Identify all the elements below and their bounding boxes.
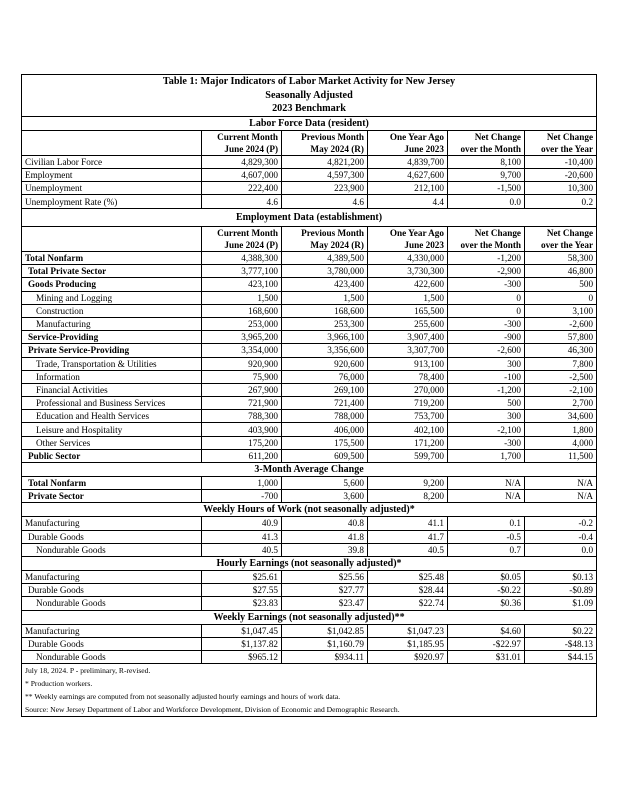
row-label: Total Private Sector: [22, 265, 202, 278]
row-label: Service-Providing: [22, 331, 202, 344]
cell-one-year-ago: 3,307,700: [368, 344, 448, 357]
cell-net-change-month: -900: [448, 331, 525, 344]
cell-one-year-ago: 599,700: [368, 449, 448, 462]
row-label: Durable Goods: [22, 530, 202, 543]
col-net-change-month-sub: over the Month: [448, 239, 525, 252]
cell-current-month: 4,388,300: [202, 252, 282, 265]
col-one-year-ago: One Year Ago: [368, 226, 448, 239]
column-header-row: [22, 226, 597, 239]
table-row: [22, 423, 597, 436]
cell-net-change-month: 300: [448, 357, 525, 370]
col-current-month-date: June 2024 (P): [202, 143, 282, 156]
cell-net-change-month: 500: [448, 397, 525, 410]
cell-one-year-ago: 212,100: [368, 182, 448, 195]
col-current-month: Current Month: [202, 130, 282, 143]
section-heading-three-month: 3-Month Average Change: [22, 463, 597, 477]
col-net-change-year-sub: over the Year: [525, 143, 597, 156]
cell-current-month: 403,900: [202, 423, 282, 436]
row-label: Leisure and Hospitality: [22, 423, 202, 436]
cell-net-change-month: $4.60: [448, 624, 525, 637]
cell-previous-month: $27.77: [282, 584, 368, 597]
cell-current-month: 168,600: [202, 304, 282, 317]
table-row: [22, 383, 597, 396]
row-label: Goods Producing: [22, 278, 202, 291]
section-heading-weekly-hours: Weekly Hours of Work (not seasonally adjusted)*: [22, 503, 597, 517]
column-header-row: [22, 130, 597, 143]
col-net-change-year: Net Change: [525, 130, 597, 143]
table-row: [22, 155, 597, 168]
row-label: Manufacturing: [22, 517, 202, 530]
cell-current-month: 3,965,200: [202, 331, 282, 344]
cell-previous-month: 253,300: [282, 317, 368, 330]
cell-net-change-year: -2,500: [525, 370, 597, 383]
cell-one-year-ago: 719,200: [368, 397, 448, 410]
cell-net-change-year: -0.4: [525, 530, 597, 543]
cell-current-month: $1,137.82: [202, 637, 282, 650]
cell-current-month: 267,900: [202, 383, 282, 396]
row-label: Unemployment Rate (%): [22, 195, 202, 208]
cell-previous-month: 920,600: [282, 357, 368, 370]
cell-one-year-ago: 4,330,000: [368, 252, 448, 265]
cell-one-year-ago: $1,047.23: [368, 624, 448, 637]
cell-current-month: 788,300: [202, 410, 282, 423]
section-heading-hourly-earnings: Hourly Earnings (not seasonally adjusted)*: [22, 556, 597, 570]
table-row: [22, 436, 597, 449]
cell-net-change-year: 0: [525, 291, 597, 304]
cell-previous-month: 788,000: [282, 410, 368, 423]
table-row: [22, 584, 597, 597]
cell-previous-month: $1,042.85: [282, 624, 368, 637]
cell-net-change-month: -0.5: [448, 530, 525, 543]
footnote-weekly-earnings: ** Weekly earnings are computed from not seasonally adjusted hourly earnings and hours of work data.: [22, 690, 597, 703]
cell-previous-month: 4,821,200: [282, 155, 368, 168]
cell-net-change-month: 0.0: [448, 195, 525, 208]
cell-previous-month: 4.6: [282, 195, 368, 208]
cell-net-change-year: 34,600: [525, 410, 597, 423]
cell-net-change-year: -2,600: [525, 317, 597, 330]
cell-net-change-year: 10,300: [525, 182, 597, 195]
cell-net-change-month: $0.36: [448, 597, 525, 610]
cell-one-year-ago: 171,200: [368, 436, 448, 449]
table-row: [22, 490, 597, 503]
cell-previous-month: 41.8: [282, 530, 368, 543]
footnote-source: Source: New Jersey Department of Labor and Workforce Development, Division of Economic and Demographic Research.: [22, 703, 597, 717]
table-subtitle: Seasonally Adjusted: [22, 89, 597, 103]
cell-one-year-ago: 41.7: [368, 530, 448, 543]
table-row: [22, 449, 597, 462]
row-label: Employment: [22, 169, 202, 182]
cell-net-change-month: 1,700: [448, 449, 525, 462]
cell-previous-month: $934.11: [282, 650, 368, 663]
cell-net-change-month: -300: [448, 278, 525, 291]
row-label: Durable Goods: [22, 584, 202, 597]
row-label: Mining and Logging: [22, 291, 202, 304]
cell-net-change-year: 7,800: [525, 357, 597, 370]
cell-previous-month: 175,500: [282, 436, 368, 449]
col-net-change-year-sub: over the Year: [525, 239, 597, 252]
row-label: Nondurable Goods: [22, 597, 202, 610]
column-subheader-row: [22, 239, 597, 252]
cell-one-year-ago: 913,100: [368, 357, 448, 370]
cell-one-year-ago: 4,839,700: [368, 155, 448, 168]
table-row: [22, 637, 597, 650]
footnote-production-workers: * Production workers.: [22, 677, 597, 690]
cell-previous-month: 3,356,600: [282, 344, 368, 357]
cell-previous-month: 609,500: [282, 449, 368, 462]
cell-current-month: 4,829,300: [202, 155, 282, 168]
cell-net-change-month: -$22.97: [448, 637, 525, 650]
cell-net-change-month: -2,100: [448, 423, 525, 436]
table-row: [22, 397, 597, 410]
cell-net-change-year: 3,100: [525, 304, 597, 317]
cell-one-year-ago: 165,500: [368, 304, 448, 317]
cell-net-change-month: -2,600: [448, 344, 525, 357]
cell-previous-month: 76,000: [282, 370, 368, 383]
cell-current-month: 253,000: [202, 317, 282, 330]
row-label: Manufacturing: [22, 317, 202, 330]
labor-force-rows: [22, 155, 597, 208]
cell-net-change-month: 300: [448, 410, 525, 423]
cell-one-year-ago: 3,730,300: [368, 265, 448, 278]
cell-net-change-year: 2,700: [525, 397, 597, 410]
row-label: Manufacturing: [22, 570, 202, 583]
column-subheader-row: [22, 143, 597, 156]
cell-current-month: $965.12: [202, 650, 282, 663]
cell-previous-month: 4,389,500: [282, 252, 368, 265]
col-net-change-month-sub: over the Month: [448, 143, 525, 156]
cell-previous-month: 423,400: [282, 278, 368, 291]
cell-net-change-year: 46,300: [525, 344, 597, 357]
establishment-rows: [22, 252, 597, 463]
cell-one-year-ago: 9,200: [368, 477, 448, 490]
row-label: Education and Health Services: [22, 410, 202, 423]
col-current-month: Current Month: [202, 226, 282, 239]
cell-current-month: $25.61: [202, 570, 282, 583]
cell-net-change-month: $31.01: [448, 650, 525, 663]
col-previous-month: Previous Month: [282, 226, 368, 239]
cell-previous-month: 3,780,000: [282, 265, 368, 278]
cell-previous-month: 3,966,100: [282, 331, 368, 344]
cell-net-change-year: N/A: [525, 490, 597, 503]
cell-net-change-year: 46,800: [525, 265, 597, 278]
cell-net-change-month: 0.1: [448, 517, 525, 530]
cell-previous-month: $25.56: [282, 570, 368, 583]
cell-net-change-year: $1.09: [525, 597, 597, 610]
cell-net-change-month: -$0.22: [448, 584, 525, 597]
cell-current-month: $27.55: [202, 584, 282, 597]
cell-previous-month: 4,597,300: [282, 169, 368, 182]
cell-net-change-month: -300: [448, 317, 525, 330]
row-label: Total Nonfarm: [22, 252, 202, 265]
cell-net-change-month: N/A: [448, 490, 525, 503]
cell-net-change-year: 4,000: [525, 436, 597, 449]
section-heading-weekly-earnings: Weekly Earnings (not seasonally adjusted)**: [22, 610, 597, 624]
row-label: Civilian Labor Force: [22, 155, 202, 168]
cell-one-year-ago: 753,700: [368, 410, 448, 423]
cell-net-change-year: 58,300: [525, 252, 597, 265]
row-label: Private Service-Providing: [22, 344, 202, 357]
cell-net-change-year: 11,500: [525, 449, 597, 462]
table-row: [22, 530, 597, 543]
cell-net-change-month: N/A: [448, 477, 525, 490]
row-label: Nondurable Goods: [22, 543, 202, 556]
row-label: Private Sector: [22, 490, 202, 503]
cell-current-month: 423,100: [202, 278, 282, 291]
cell-current-month: 40.5: [202, 543, 282, 556]
cell-one-year-ago: $22.74: [368, 597, 448, 610]
cell-current-month: 4.6: [202, 195, 282, 208]
cell-one-year-ago: 1,500: [368, 291, 448, 304]
cell-current-month: $23.83: [202, 597, 282, 610]
cell-previous-month: 721,400: [282, 397, 368, 410]
row-label: Financial Activities: [22, 383, 202, 396]
cell-one-year-ago: 4,627,600: [368, 169, 448, 182]
cell-one-year-ago: 78,400: [368, 370, 448, 383]
cell-net-change-month: -1,200: [448, 252, 525, 265]
cell-one-year-ago: $1,185.95: [368, 637, 448, 650]
cell-net-change-year: $0.13: [525, 570, 597, 583]
row-label: Total Nonfarm: [22, 477, 202, 490]
col-previous-month-date: May 2024 (R): [282, 239, 368, 252]
cell-net-change-year: -0.2: [525, 517, 597, 530]
cell-current-month: $1,047.45: [202, 624, 282, 637]
cell-previous-month: 223,900: [282, 182, 368, 195]
cell-previous-month: 3,600: [282, 490, 368, 503]
cell-one-year-ago: 422,600: [368, 278, 448, 291]
table-row: [22, 650, 597, 663]
cell-previous-month: 406,000: [282, 423, 368, 436]
cell-net-change-year: N/A: [525, 477, 597, 490]
table-row: [22, 570, 597, 583]
row-label: Professional and Business Services: [22, 397, 202, 410]
three-month-rows: [22, 477, 597, 503]
table-row: [22, 410, 597, 423]
cell-net-change-year: -$48.13: [525, 637, 597, 650]
row-label: Trade, Transportation & Utilities: [22, 357, 202, 370]
cell-net-change-month: -300: [448, 436, 525, 449]
table-row: [22, 195, 597, 208]
row-label: Construction: [22, 304, 202, 317]
cell-net-change-year: -2,100: [525, 383, 597, 396]
table-title: Table 1: Major Indicators of Labor Market Activity for New Jersey: [22, 75, 597, 89]
cell-previous-month: 39.8: [282, 543, 368, 556]
row-label: Nondurable Goods: [22, 650, 202, 663]
table-row: [22, 278, 597, 291]
cell-net-change-month: -2,900: [448, 265, 525, 278]
cell-one-year-ago: 402,100: [368, 423, 448, 436]
table-row: [22, 291, 597, 304]
cell-current-month: -700: [202, 490, 282, 503]
weekly-hours-rows: [22, 517, 597, 557]
col-net-change-year: Net Change: [525, 226, 597, 239]
cell-current-month: 222,400: [202, 182, 282, 195]
cell-previous-month: $1,160.79: [282, 637, 368, 650]
cell-net-change-year: $0.22: [525, 624, 597, 637]
cell-current-month: 3,354,000: [202, 344, 282, 357]
cell-net-change-year: $44.15: [525, 650, 597, 663]
cell-current-month: 611,200: [202, 449, 282, 462]
cell-current-month: 721,900: [202, 397, 282, 410]
cell-one-year-ago: $920.97: [368, 650, 448, 663]
hourly-earnings-rows: [22, 570, 597, 610]
col-one-year-ago-date: June 2023: [368, 239, 448, 252]
cell-net-change-month: 0: [448, 291, 525, 304]
cell-previous-month: $23.47: [282, 597, 368, 610]
cell-previous-month: 1,500: [282, 291, 368, 304]
cell-net-change-month: 8,100: [448, 155, 525, 168]
cell-one-year-ago: 40.5: [368, 543, 448, 556]
cell-one-year-ago: $25.48: [368, 570, 448, 583]
table-row: [22, 182, 597, 195]
col-one-year-ago-date: June 2023: [368, 143, 448, 156]
col-net-change-month: Net Change: [448, 130, 525, 143]
table-row: [22, 252, 597, 265]
table-row: [22, 169, 597, 182]
cell-previous-month: 269,100: [282, 383, 368, 396]
table-row: [22, 265, 597, 278]
cell-current-month: 175,200: [202, 436, 282, 449]
cell-current-month: 3,777,100: [202, 265, 282, 278]
cell-net-change-year: 0.0: [525, 543, 597, 556]
labor-market-document: [21, 74, 596, 717]
table-row: [22, 517, 597, 530]
cell-net-change-year: 500: [525, 278, 597, 291]
row-label: Manufacturing: [22, 624, 202, 637]
footnotes: [22, 664, 597, 717]
cell-net-change-year: -10,400: [525, 155, 597, 168]
table-row: [22, 317, 597, 330]
cell-net-change-month: 0: [448, 304, 525, 317]
cell-net-change-month: -100: [448, 370, 525, 383]
col-previous-month: Previous Month: [282, 130, 368, 143]
cell-net-change-month: $0.05: [448, 570, 525, 583]
cell-current-month: 40.9: [202, 517, 282, 530]
col-one-year-ago: One Year Ago: [368, 130, 448, 143]
cell-one-year-ago: 8,200: [368, 490, 448, 503]
cell-one-year-ago: 3,907,400: [368, 331, 448, 344]
cell-one-year-ago: $28.44: [368, 584, 448, 597]
cell-current-month: 1,000: [202, 477, 282, 490]
cell-previous-month: 168,600: [282, 304, 368, 317]
cell-net-change-month: 0.7: [448, 543, 525, 556]
col-net-change-month: Net Change: [448, 226, 525, 239]
table-row: [22, 357, 597, 370]
cell-net-change-month: -1,500: [448, 182, 525, 195]
cell-previous-month: 40.8: [282, 517, 368, 530]
row-label: Unemployment: [22, 182, 202, 195]
cell-current-month: 920,900: [202, 357, 282, 370]
cell-one-year-ago: 41.1: [368, 517, 448, 530]
cell-current-month: 41.3: [202, 530, 282, 543]
cell-net-change-year: 1,800: [525, 423, 597, 436]
col-current-month-date: June 2024 (P): [202, 239, 282, 252]
table-row: [22, 331, 597, 344]
table-row: [22, 477, 597, 490]
cell-one-year-ago: 270,000: [368, 383, 448, 396]
table-row: [22, 597, 597, 610]
row-label: Durable Goods: [22, 637, 202, 650]
row-label: Information: [22, 370, 202, 383]
row-label: Public Sector: [22, 449, 202, 462]
cell-net-change-year: 57,800: [525, 331, 597, 344]
table-row: [22, 370, 597, 383]
cell-net-change-year: -20,600: [525, 169, 597, 182]
section-heading-establishment: Employment Data (establishment): [22, 208, 597, 226]
table-row: [22, 624, 597, 637]
col-previous-month-date: May 2024 (R): [282, 143, 368, 156]
cell-previous-month: 5,600: [282, 477, 368, 490]
table-row: [22, 543, 597, 556]
weekly-earnings-rows: [22, 624, 597, 664]
row-label: Other Services: [22, 436, 202, 449]
cell-net-change-month: -1,200: [448, 383, 525, 396]
cell-current-month: 4,607,000: [202, 169, 282, 182]
table-row: [22, 304, 597, 317]
cell-one-year-ago: 255,600: [368, 317, 448, 330]
cell-net-change-month: 9,700: [448, 169, 525, 182]
table-row: [22, 344, 597, 357]
cell-one-year-ago: 4.4: [368, 195, 448, 208]
cell-net-change-year: 0.2: [525, 195, 597, 208]
table-benchmark: 2023 Benchmark: [22, 102, 597, 116]
labor-indicators-table: [21, 74, 597, 717]
footnote-date: July 18, 2024. P - preliminary, R-revised.: [22, 664, 597, 678]
section-heading-labor-force: Labor Force Data (resident): [22, 116, 597, 130]
cell-current-month: 75,900: [202, 370, 282, 383]
cell-net-change-year: -$0.89: [525, 584, 597, 597]
cell-current-month: 1,500: [202, 291, 282, 304]
